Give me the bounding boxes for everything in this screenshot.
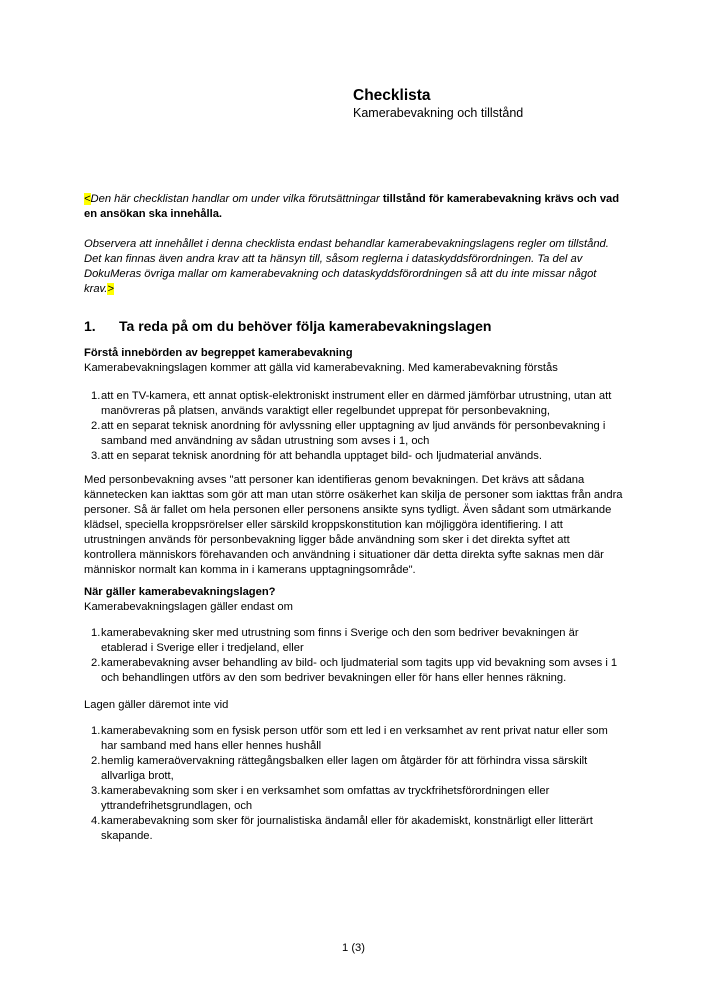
page-title: Checklista <box>353 87 431 104</box>
list-item-number: 1. <box>91 627 101 639</box>
list-item-number: 4. <box>91 815 101 827</box>
applies-list <box>84 626 624 686</box>
list-item <box>84 389 624 419</box>
list-item-number: 2. <box>91 657 101 669</box>
list-item-text: kamerabevakning sker med utrustning som finns i Sverige och den som bedriver bevakningen är etablerad i Sverige eller i tredjeland, eller <box>101 627 579 654</box>
notice-italic-text: Observera att innehållet i denna checklista endast behandlar kamerabevakningslagens regler om tillstånd. Det kan finnas även andra krav att ta hänsyn till, såsom reglerna i dataskyddsförordningen. Ta del av DokuMeras övriga mallar om kamerabevakning och dataskyddsförordningen så att du inte missar något krav. <box>84 238 609 295</box>
exceptions-lead: Lagen gäller däremot inte vid <box>84 699 229 711</box>
list-item-number: 3. <box>91 450 101 462</box>
notice-paragraph <box>84 237 624 297</box>
section-number: 1. <box>84 318 96 334</box>
list-item <box>84 724 624 754</box>
subheading-nar-galler: När gäller kamerabevakningslagen? <box>84 586 276 598</box>
list-item-text: kamerabevakning som sker i en verksamhet som omfattas av tryckfrihetsförordningen eller yttrandefrihetsgrundlagen, och <box>101 785 550 812</box>
section-heading-text: Ta reda på om du behöver följa kamerabevakningslagen <box>119 318 492 334</box>
list-item-number: 1. <box>91 725 101 737</box>
page-number: 1 (3) <box>341 942 365 954</box>
list-item-text: att en separat teknisk anordning för avlyssning eller upptagning av ljud används för personbevakning i samband med användning av sådan utrustning som avses i 1, och <box>101 420 606 447</box>
list-item-text: hemlig kameraövervakning rättegångsbalken eller lagen om åtgärder för att förhindra vissa särskilt allvarliga brott, <box>101 755 588 782</box>
sub2-lead: Kamerabevakningslagen gäller endast om <box>84 601 293 613</box>
section-1-heading <box>84 317 624 335</box>
personbevakning-paragraph: Med personbevakning avses "att personer kan identifieras genom bevakningen. Det krävs att sådana kännetecken kan iakttas som gör att man utan större osäkerhet kan skilja de personer som iakttas från andra personer. Så är fallet om hela personen eller personens ansikte syns tydligt. Även sådant som utmärkande klädsel, speciella kroppsrörelser eller särskild kroppskonstitution kan möjliggöra identifiering. I att utrustningen används för personbevakning ligger både användning som sker i det direkta syftet att kontrollera människors förehavanden och användning i situationer där detta direkta syfte saknas men där människor normalt kan komma in i kamerans upptagningsområde". <box>84 474 623 576</box>
list-item <box>84 656 624 686</box>
intro-italic-text: Den här checklistan handlar om under vilka förutsättningar <box>90 193 383 205</box>
sub1-lead: Kamerabevakningslagen kommer att gälla vid kamerabevakning. Med kamerabevakning förstås <box>84 362 558 374</box>
list-item-text: att en TV-kamera, ett annat optisk-elektroniskt instrument eller en därmed jämförbar utrustning, utan att manövreras på platsen, används varaktigt eller regelbundet upprepat för personbevakning, <box>101 390 612 417</box>
list-item <box>84 419 624 449</box>
highlight-open-bracket: < <box>84 193 91 205</box>
intro-bold-text: tillstånd för kamerabevakning krävs och vad en ansökan ska innehålla. <box>84 193 620 220</box>
subheading-begreppet: Förstå innebörden av begreppet kamerabevakning <box>84 347 353 359</box>
highlight-close-bracket: > <box>107 283 114 295</box>
intro-paragraph <box>84 192 624 222</box>
page-subtitle: Kamerabevakning och tillstånd <box>353 106 524 120</box>
list-item <box>84 626 624 656</box>
list-item-text: kamerabevakning som en fysisk person utför som ett led i en verksamhet av rent privat natur eller som har samband med hans eller hennes hushåll <box>101 725 608 752</box>
list-item-text: kamerabevakning avser behandling av bild- och ljudmaterial som tagits upp vid bevakning som avses i 1 och behandlingen utförs av den som bedriver bevakningen eller för hans eller hennes räkning. <box>101 657 618 684</box>
exceptions-list <box>84 724 624 844</box>
list-item <box>84 784 624 814</box>
list-item <box>84 449 624 464</box>
list-item <box>84 814 624 844</box>
list-item <box>84 754 624 784</box>
list-item-number: 3. <box>91 785 101 797</box>
list-item-text: att en separat teknisk anordning för att behandla upptaget bild- och ljudmaterial används. <box>101 450 542 462</box>
list-item-number: 1. <box>91 390 101 402</box>
definition-list <box>84 389 624 464</box>
list-item-text: kamerabevakning som sker för journalistiska ändamål eller för akademiskt, konstnärligt eller litterärt skapande. <box>101 815 593 842</box>
document-body <box>84 0 624 844</box>
list-item-number: 2. <box>91 755 101 767</box>
list-item-number: 2. <box>91 420 101 432</box>
